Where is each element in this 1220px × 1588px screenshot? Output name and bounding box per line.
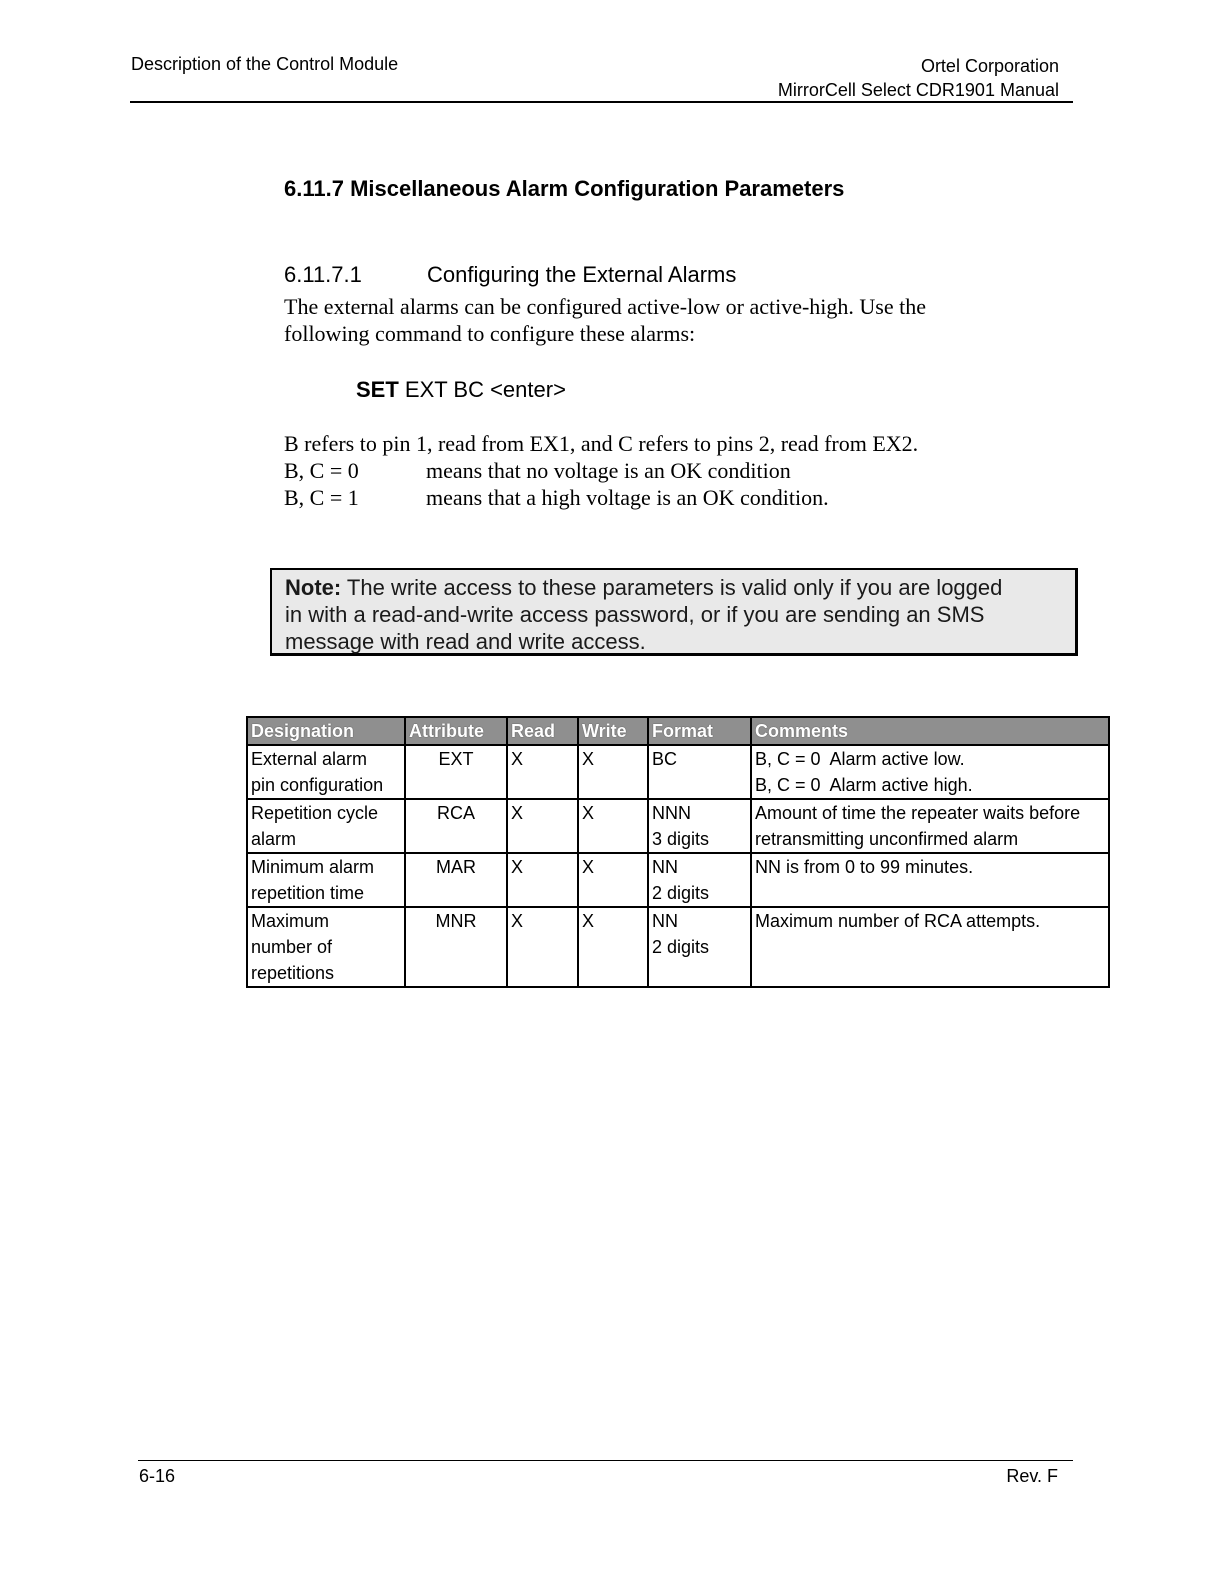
intro-line: The external alarms can be configured active-low or active-high. Use the	[284, 294, 926, 319]
cell-format: NN 2 digits	[648, 907, 751, 987]
cell-attribute: MAR	[405, 853, 507, 907]
cell-designation: Minimum alarm repetition time	[247, 853, 405, 907]
column-header-attribute: Attribute	[405, 717, 507, 745]
subsection-heading	[284, 262, 736, 288]
parameter-table	[246, 716, 1110, 988]
note-line: in with a read-and-write access password, or if you are sending an SMS	[285, 602, 985, 627]
cell-attribute: EXT	[405, 745, 507, 799]
column-header-designation: Designation	[247, 717, 405, 745]
cell-comments: B, C = 0 Alarm active low. B, C = 0 Alarm active high.	[751, 745, 1109, 799]
column-header-read: Read	[507, 717, 578, 745]
pin-reference-text: B refers to pin 1, read from EX1, and C refers to pins 2, read from EX2.	[284, 431, 919, 456]
cell-format: NNN 3 digits	[648, 799, 751, 853]
footer-divider	[138, 1460, 1073, 1461]
command-example	[356, 377, 566, 403]
command-arguments: EXT BC <enter>	[398, 377, 566, 402]
note-line: message with read and write access.	[285, 629, 646, 654]
definition-term: B, C = 0	[284, 458, 359, 483]
cell-comments: NN is from 0 to 99 minutes.	[751, 853, 1109, 907]
column-header-comments: Comments	[751, 717, 1109, 745]
column-header-format: Format	[648, 717, 751, 745]
revision-label: Rev. F	[1006, 1466, 1058, 1486]
definition-meaning: means that no voltage is an OK condition	[426, 458, 791, 483]
header-section-title: Description of the Control Module	[131, 54, 399, 74]
subsection-number: 6.11.7.1	[284, 262, 362, 287]
cell-attribute: MNR	[405, 907, 507, 987]
header-company: Ortel Corporation	[920, 56, 1059, 76]
section-heading: 6.11.7 Miscellaneous Alarm Configuration Parameters	[284, 176, 845, 201]
cell-read: X	[507, 745, 578, 799]
definition-row	[284, 457, 1084, 484]
cell-read: X	[507, 853, 578, 907]
cell-write: X	[578, 907, 648, 987]
cell-comments: Amount of time the repeater waits before retransmitting unconfirmed alarm	[751, 799, 1109, 853]
definition-meaning: means that a high voltage is an OK condition.	[426, 485, 829, 510]
table-row	[247, 853, 1109, 907]
table-row	[247, 907, 1109, 987]
intro-paragraph	[284, 293, 1044, 347]
cell-format: BC	[648, 745, 751, 799]
cell-designation: Maximum number of repetitions	[247, 907, 405, 987]
cell-write: X	[578, 799, 648, 853]
cell-designation: Repetition cycle alarm	[247, 799, 405, 853]
note-box	[270, 568, 1078, 656]
table-header-row	[247, 717, 1109, 745]
column-header-write: Write	[578, 717, 648, 745]
cell-designation: External alarm pin configuration	[247, 745, 405, 799]
definition-row	[284, 484, 1084, 511]
cell-read: X	[507, 799, 578, 853]
cell-write: X	[578, 745, 648, 799]
definition-term: B, C = 1	[284, 485, 359, 510]
cell-write: X	[578, 853, 648, 907]
page-number: 6-16	[139, 1466, 176, 1486]
note-line	[285, 574, 1075, 601]
header-manual-title: MirrorCell Select CDR1901 Manual	[777, 80, 1059, 100]
header-divider	[130, 101, 1073, 103]
note-text: The write access to these parameters is valid only if you are logged	[341, 575, 1003, 600]
intro-line: following command to configure these alarms:	[284, 321, 696, 346]
cell-format: NN 2 digits	[648, 853, 751, 907]
cell-attribute: RCA	[405, 799, 507, 853]
table-row	[247, 745, 1109, 799]
command-keyword: SET	[356, 377, 399, 402]
cell-read: X	[507, 907, 578, 987]
note-label: Note:	[285, 575, 342, 600]
subsection-title: Configuring the External Alarms	[427, 262, 737, 287]
header-publication	[778, 54, 1059, 102]
cell-comments: Maximum number of RCA attempts.	[751, 907, 1109, 987]
table-row	[247, 799, 1109, 853]
